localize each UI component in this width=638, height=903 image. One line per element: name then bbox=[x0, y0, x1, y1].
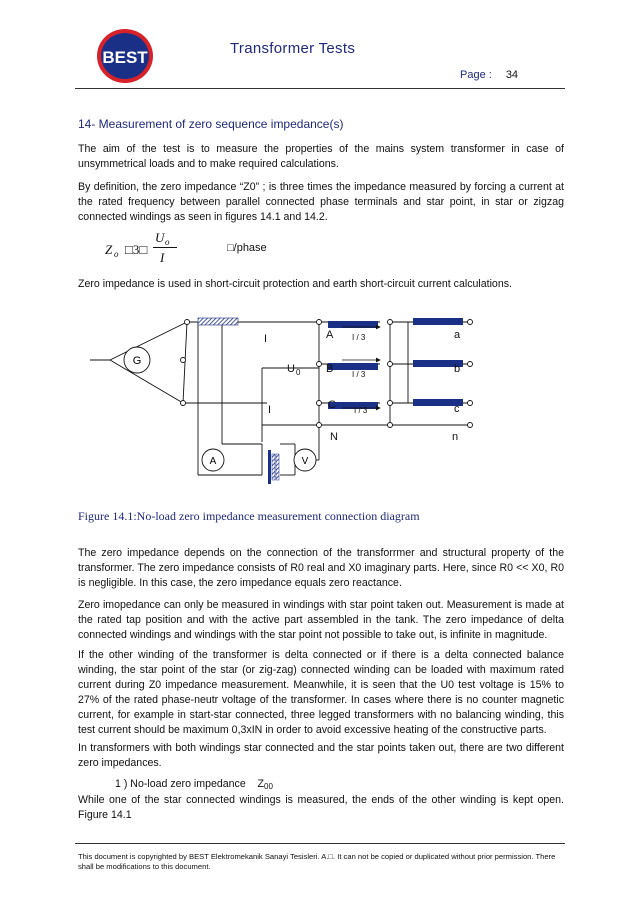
series-impedance bbox=[198, 318, 238, 325]
best-logo bbox=[96, 28, 154, 84]
list-item-no-load: 1 ) No-load zero impedance $Z_{00}$ bbox=[115, 778, 273, 791]
svg-text:I / 3: I / 3 bbox=[352, 333, 366, 342]
footer-rule bbox=[75, 843, 565, 844]
svg-text:U: U bbox=[287, 363, 295, 375]
svg-text:c: c bbox=[454, 403, 460, 415]
figure-caption: Figure 14.1:No-load zero impedance measurement connection diagram bbox=[78, 509, 420, 523]
page-indicator: Page : 34 bbox=[460, 69, 519, 81]
section-title: 14- Measurement of zero sequence impedance(s) bbox=[78, 117, 344, 131]
svg-text:I: I bbox=[268, 404, 272, 416]
svg-text:BEST: BEST bbox=[102, 48, 148, 67]
svg-text:A: A bbox=[326, 329, 334, 341]
current-transformer-core bbox=[268, 450, 271, 484]
page-number: 34 bbox=[505, 69, 519, 81]
paragraph-usage: Zero impedance is used in short-circuit protection and earth short-circuit current calculations. bbox=[78, 278, 512, 290]
svg-text:b: b bbox=[454, 363, 461, 375]
paragraph-open-winding: While one of the star connected windings is measured, the ends of the other winding is kept open. Figure 14.1 bbox=[78, 794, 564, 821]
paragraph-definition: By definition, the zero impedance “Z0” ; is three times the impedance measured by forcing a current at the rated frequency between parallel connected phase terminals and star point, in star or zigzag connected windings as seen in figures 14.1 and 14.2. bbox=[78, 181, 564, 223]
paragraph-delta: If the other winding of the transformer is delta connected or if there is a delta connected balance winding, the star point of the star (or zig-zag) connected winding can be loaded with maximum rated current during Z0 impedance measurement. Meanwhile, it is seen that the U0 test voltage is 15% to 27% of the rated phase-neutr voltage of the transformer. In cases where there is no counter magnetic current, for example in start-star connected, three legged transformers with no balancing winding, this test current should be maximum 0,3xIN in order to avoid excessive heating of the constructive parts. bbox=[78, 649, 564, 736]
svg-text:0: 0 bbox=[296, 368, 301, 377]
svg-text:V: V bbox=[301, 456, 309, 467]
paragraph-dependency: The zero impedance depends on the connection of the transforrmer and structural property of the transformer. The zero impedance consists of R0 real and X0 imaginary parts. Here, since R0 << X0, R0 is negligible. In this case, the zero impedance equals zero reactance. bbox=[78, 547, 564, 589]
svg-text:n: n bbox=[452, 431, 459, 443]
copyright-footer: This document is copyrighted by BEST Elektromekanik Sanayi Tesisleri. A.□. It can not be copied or duplicated without prior permission. There shall be modifications to this document. bbox=[78, 852, 556, 871]
svg-text:C: C bbox=[328, 399, 336, 411]
secondary-winding-a bbox=[413, 318, 463, 325]
svg-text:I / 3: I / 3 bbox=[352, 370, 366, 379]
svg-text:a: a bbox=[454, 329, 461, 341]
svg-text:G: G bbox=[132, 355, 142, 367]
paragraph-aim: The aim of the test is to measure the properties of the mains system transformer in case of unsymmetrical loads and to make required calculations. bbox=[78, 143, 564, 170]
paragraph-two-impedances: In transformers with both windings star connected and the star points taken out, there are two different zero impedances. bbox=[78, 742, 564, 769]
svg-text:B: B bbox=[326, 363, 334, 375]
header-rule bbox=[75, 88, 565, 89]
primary-winding-b bbox=[328, 363, 378, 370]
connection-diagram bbox=[90, 312, 490, 487]
svg-text:I / 3: I / 3 bbox=[354, 406, 368, 415]
svg-text:I: I bbox=[264, 333, 268, 345]
svg-text:A: A bbox=[209, 456, 217, 467]
document-title: Transformer Tests bbox=[230, 40, 356, 57]
svg-text:N: N bbox=[330, 431, 338, 443]
paragraph-star-point: Zero imopedance can only be measured in windings with star point taken out. Measurement is made at the rated tap position and with the active part assembled in the tank. The zero impedance of delta connected windings and windings with the star point not possible to take out, is infinite in magnitude. bbox=[78, 599, 564, 641]
